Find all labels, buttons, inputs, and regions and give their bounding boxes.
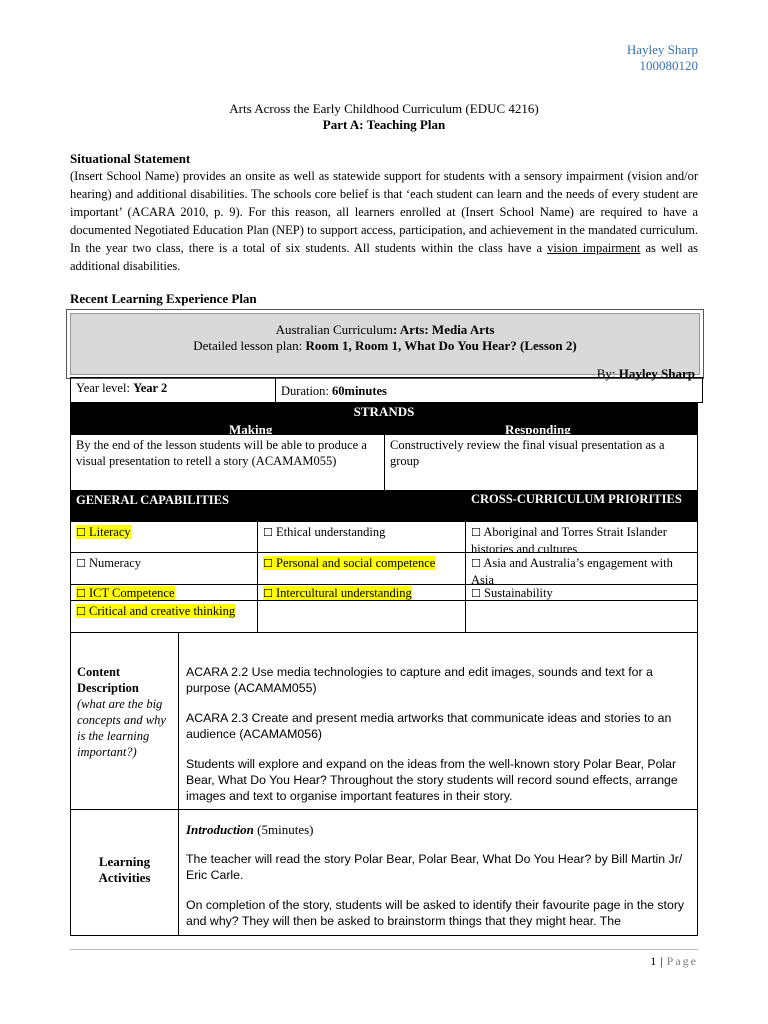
- checkbox-icon: ☐: [263, 557, 273, 570]
- ict-cell: [70, 584, 258, 601]
- student-id: 100080120: [639, 58, 698, 73]
- curriculum-prefix: Australian Curriculum: [275, 322, 393, 337]
- learning-activities-cell: [178, 809, 698, 936]
- content-description-note: (what are the big concepts and why is the learning important?): [77, 697, 166, 759]
- empty-cell: [465, 600, 698, 633]
- personal-item: [263, 556, 435, 570]
- curriculum-line: [71, 322, 699, 338]
- ict-item: [76, 586, 175, 600]
- content-description-label: Content Description: [77, 665, 139, 695]
- document-titles: [0, 101, 768, 133]
- literacy-cell: [70, 521, 258, 553]
- duration-cell: [275, 377, 703, 403]
- cross-curriculum-header: CROSS-CURRICULUM PRIORITIES: [465, 490, 698, 522]
- asia-cell: [465, 552, 698, 585]
- making-label: Making: [229, 422, 273, 437]
- year-level-label: Year level:: [76, 381, 134, 395]
- page-word: Page: [666, 954, 698, 968]
- introduction-line: [186, 822, 691, 838]
- literacy-label: Literacy: [89, 525, 131, 539]
- content-description-label-cell: [70, 632, 179, 810]
- part-title: Part A: Teaching Plan: [322, 117, 446, 132]
- introduction-title: Introduction: [186, 822, 254, 837]
- intercultural-label: Intercultural understanding: [276, 586, 412, 600]
- situational-text-part1: (Insert School Name) provides an onsite as well as statewide support for students with a sensory impairment (vision and/or hearing) and additional disabilities. The schools core belief is that ‘each student can learn and the needs of every student are important’ (ACARA 2010, p. 9). For this reason, all learners enrolled at (Insert School Name) are required to have a documented Negotiated Education Plan (NEP) to support access, participation, and achievement in the mandated curriculum. In the year two class, there is a total of six students. All students within the class have a: [70, 169, 698, 255]
- learning-paragraph-2: On completion of the story, students will be asked to identify their favourite page in the story and why? They will then be asked to brainstorm things that they might hear. The: [186, 898, 685, 928]
- ethical-label: Ethical understanding: [276, 525, 386, 539]
- asia-label: Asia and Australia’s engagement with Asia: [471, 556, 673, 587]
- checkbox-icon: ☐: [76, 557, 86, 570]
- author-name: Hayley Sharp: [626, 42, 698, 57]
- year-level-cell: [70, 377, 276, 403]
- checkbox-icon: ☐: [76, 605, 86, 618]
- learning-paragraph-1: The teacher will read the story Polar Bear, Polar Bear, What Do You Hear? by Bill Martin Jr/ Eric Carle.: [186, 852, 683, 882]
- aboriginal-cell: [465, 521, 698, 556]
- lesson-line: [71, 338, 699, 354]
- page-separator: |: [656, 954, 667, 968]
- lesson-prefix: Detailed lesson plan:: [193, 338, 306, 353]
- strands-header: [70, 403, 698, 435]
- content-paragraph-1: ACARA 2.2 Use media technologies to capture and edit images, sounds and text for a purpose (ACAMAM055): [186, 665, 653, 695]
- duration-value: 60minutes: [332, 384, 387, 398]
- course-title: Arts Across the Early Childhood Curriculum (EDUC 4216): [229, 101, 539, 116]
- page-footer: [650, 954, 698, 969]
- sustainability-cell: [465, 584, 698, 601]
- by-value: Hayley Sharp: [618, 366, 695, 381]
- introduction-time: (5minutes): [253, 822, 314, 837]
- numeracy-label: Numeracy: [89, 556, 142, 570]
- personal-label: Personal and social competence: [276, 556, 436, 570]
- personal-cell: [257, 552, 466, 585]
- situational-text-part2: as well as additional disabilities.: [70, 241, 698, 273]
- strands-title: STRANDS: [353, 404, 415, 419]
- page-number: 1: [650, 954, 657, 968]
- checkbox-icon: ☐: [263, 587, 273, 600]
- learning-activities-label-cell: [70, 809, 179, 936]
- general-capabilities-header: GENERAL CAPABILITIES: [70, 490, 466, 522]
- checkbox-icon: ☐: [471, 526, 481, 539]
- footer-divider: [70, 949, 698, 950]
- critical-item: [76, 604, 235, 618]
- making-cell: By the end of the lesson students will be able to produce a visual presentation to retell a story (ACAMAM055): [70, 434, 385, 491]
- learning-activities-label: Learning Activities: [98, 854, 151, 885]
- intercultural-cell: [257, 584, 466, 601]
- situational-text: [70, 167, 698, 275]
- empty-cell: [257, 600, 466, 633]
- year-level-value: Year 2: [133, 381, 168, 395]
- critical-cell: [70, 600, 258, 633]
- sustainability-label: Sustainability: [484, 586, 553, 600]
- content-paragraph-3: Students will explore and expand on the ideas from the well-known story Polar Bear, Polar Bear, What Do You Hear? Throughout the story students will record sound effects, arrange images and text to organise important features in their story.: [186, 757, 678, 803]
- responding-cell: Constructively review the final visual presentation as a group: [384, 434, 698, 491]
- critical-label: Critical and creative thinking: [89, 604, 236, 618]
- lesson-value: Room 1, Room 1, What Do You Hear? (Lesson 2): [305, 338, 577, 353]
- situational-heading: Situational Statement: [70, 151, 191, 166]
- content-paragraph-2: ACARA 2.3 Create and present media artworks that communicate ideas and stories to an audience (ACAMAM056): [186, 711, 672, 741]
- numeracy-cell: [70, 552, 258, 585]
- ethical-cell: [257, 521, 466, 553]
- literacy-item: [76, 525, 131, 539]
- aboriginal-label: Aboriginal and Torres Strait Islander histories and cultures: [471, 525, 667, 556]
- checkbox-icon: ☐: [76, 526, 86, 539]
- responding-label: Responding: [505, 422, 571, 437]
- lesson-header-box: [66, 309, 704, 379]
- intercultural-item: [263, 586, 412, 600]
- curriculum-value: : Arts: Media Arts: [392, 322, 495, 337]
- ict-label: ICT Competence: [89, 586, 175, 600]
- checkbox-icon: ☐: [263, 526, 273, 539]
- plan-heading: Recent Learning Experience Plan: [70, 291, 257, 306]
- author-block: [627, 42, 698, 74]
- duration-label: Duration:: [281, 384, 333, 398]
- content-description-cell: [178, 632, 698, 810]
- lesson-header-inner: [70, 313, 700, 381]
- checkbox-icon: ☐: [76, 587, 86, 600]
- checkbox-icon: ☐: [471, 587, 481, 600]
- situational-underlined: vision impairment: [547, 241, 641, 255]
- checkbox-icon: ☐: [471, 557, 481, 570]
- by-prefix: By:: [596, 366, 619, 381]
